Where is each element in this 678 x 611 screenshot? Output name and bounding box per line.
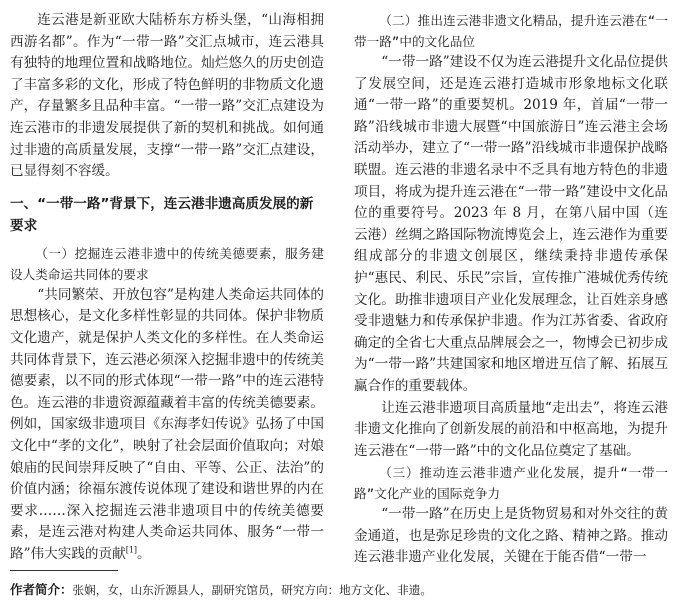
- author-bio-text: 张娴，女，山东沂源县人，副研究馆员，研究方向：地方文化、非遗。: [72, 583, 432, 597]
- intro-paragraph: 连云港是新亚欧大陆桥东方桥头堡，“山海相拥西游名都”。作为“一带一路”交汇点城市，连云港具有独特的地理位置和战略地位。灿烂悠久的历史创造了丰富多彩的文化，形成了特色鲜明的非物质文化遗产，存量繁多且品种丰富。“一带一路”交汇点建设为连云港市的非遗发展提供了新的契机和挑战。如何通过非遗的高质量发展，支撑“一带一路”交汇点建设，已显得刻不容缓。: [10, 12, 324, 180]
- author-footnote: [10, 581, 668, 599]
- section-heading-1: 一、“一带一路”背景下，连云港非遗高质发展的新要求: [10, 195, 314, 234]
- subsection-1-text: “共同繁荣、开放包容”是构建人类命运共同体的思想核心，是文化多样性彰显的共同体。保护非物质文化遗产，就是保护人类文化的多样性。在人类命运共同体背景下，连云港必须深入挖掘非遗中的传统美德要素，以不同的形式体现“一带一路”中的连云港特色。连云港的非遗资源蕴藏着丰富的传统美德要素。例如，国家级非遗项目《东海孝妇传说》弘扬了中国文化中“孝的文化”，映射了社会层面价值取向；对娘娘庙的民间崇拜反映了“自由、平等、公正、法治”的价值内涵；徐福东渡传说体现了建设和谐世界的内在要求……深入挖掘连云港非遗项目中的传统美德要素，是连云港对构建人类命运共同体、服务“一带一路”伟大实践的贡献: [10, 286, 324, 562]
- subsection-1-paragraph: [10, 285, 324, 566]
- subsection-3-paragraph: “一带一路”在历史上是货物贸易和对外交往的黄金通道，也是弥足珍贵的文化之路、精神之路。推动连云港非遗产业化发展，关键在于能否借“一带一: [354, 506, 668, 566]
- author-bio-label: 作者简介：: [10, 582, 73, 597]
- right-column: [354, 10, 668, 569]
- subsection-2-paragraph-2: 让连云港非遗项目高质量地“走出去”，将连云港非遗文化推向了创新发展的前沿和中枢高地，为提升连云港在“一带一路”中的文化品位奠定了基础。: [354, 399, 668, 459]
- left-column: [10, 10, 324, 565]
- citation-ref[interactable]: [1]: [125, 545, 138, 555]
- subsection-2-paragraph-1: “一带一路”建设不仅为连云港提升文化品位提供了发展空间，还是连云港打造城市形象地标文化联通“一带一路”的重要契机。2019 年，首届“一带一路”沿线城市非遗大展暨“中国旅游日”连云港主会场活动举办，建立了“一带一路”沿线城市非遗保护战略联盟。连云港的非遗名录中不乏具有地方特色的非遗项目，将成为提升连云港在“一带一路”建设中文化品位的重要符号。2023 年 8 月，在第八届中国（连云港）丝绸之路国际物流博览会上，连云港作为重要组成部分的非遗文创展区，继续秉持非遗传承保护“惠民、利民、乐民”宗旨，宣传推广港城优秀传统文化。助推非遗项目产业化发展理念，让百姓亲身感受非遗魅力和传承保护非遗。作为江苏省委、省政府确定的全省七大重点品牌展会之一，物博会已初步成为“一带一路”共建国家和地区增进互信了解、拓展互赢合作的重要载体。: [354, 54, 668, 394]
- subsection-heading-1: （一）挖掘连云港非遗中的传统美德要素，服务建设人类命运共同体的要求: [10, 245, 324, 282]
- subsection-heading-2: （二）推出连云港非遗文化精品，提升连云港在“一带一路”中的文化品位: [354, 13, 668, 49]
- subsection-1-text-end: 。: [137, 545, 151, 562]
- footnote-divider: [10, 570, 118, 571]
- subsection-heading-3: （三）推动连云港非遗产业化发展，提升“一带一路”文化产业的国际竞争力: [354, 465, 668, 502]
